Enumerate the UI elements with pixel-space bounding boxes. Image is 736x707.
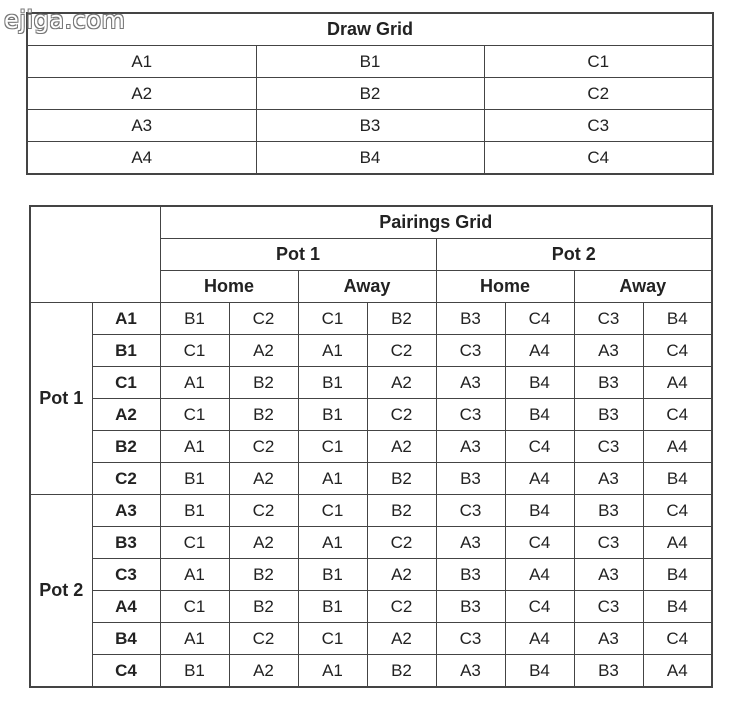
pot2-header: Pot 2 — [436, 239, 712, 271]
pairing-cell: B3 — [436, 463, 505, 495]
pairing-cell: B3 — [574, 655, 643, 688]
pairing-cell: B3 — [436, 303, 505, 335]
pairing-cell: C4 — [505, 591, 574, 623]
row-team-label: C2 — [92, 463, 160, 495]
pairing-cell: C3 — [574, 591, 643, 623]
pairing-cell: B1 — [160, 463, 229, 495]
row-team-label: A3 — [92, 495, 160, 527]
pairing-cell: B2 — [367, 463, 436, 495]
pairing-cell: A4 — [643, 367, 712, 399]
pairing-cell: C2 — [367, 335, 436, 367]
pairing-cell: B2 — [367, 655, 436, 688]
draw-grid-cell: A2 — [27, 78, 256, 110]
pairing-cell: A3 — [574, 463, 643, 495]
corner-cell — [30, 206, 160, 303]
pairing-cell: A2 — [229, 463, 298, 495]
pairing-cell: A1 — [298, 655, 367, 688]
pairing-cell: B4 — [505, 655, 574, 688]
pairing-cell: C4 — [643, 335, 712, 367]
pairing-cell: C3 — [436, 495, 505, 527]
pairing-cell: C4 — [505, 431, 574, 463]
draw-grid-cell: C2 — [484, 78, 713, 110]
pairing-cell: C4 — [643, 623, 712, 655]
pairing-cell: C2 — [367, 527, 436, 559]
pairing-cell: B2 — [229, 591, 298, 623]
pairing-cell: A2 — [229, 655, 298, 688]
pairing-cell: B2 — [229, 367, 298, 399]
pairing-cell: A3 — [436, 655, 505, 688]
pairing-cell: C3 — [436, 399, 505, 431]
pairing-cell: A3 — [574, 623, 643, 655]
row-team-label: B4 — [92, 623, 160, 655]
pairing-cell: B2 — [229, 559, 298, 591]
pairing-cell: A3 — [436, 431, 505, 463]
pairing-cell: A4 — [505, 559, 574, 591]
pairing-cell: C4 — [505, 527, 574, 559]
pairings-row — [30, 527, 712, 559]
pairing-cell: A4 — [643, 527, 712, 559]
pairing-cell: A2 — [367, 623, 436, 655]
draw-grid-cell: C1 — [484, 46, 713, 78]
pairing-cell: C1 — [160, 591, 229, 623]
pairing-cell: B2 — [367, 303, 436, 335]
pairings-row — [30, 463, 712, 495]
draw-grid-title: Draw Grid — [27, 13, 713, 46]
pairing-cell: C1 — [298, 303, 367, 335]
pairing-cell: C2 — [367, 591, 436, 623]
pot1-away-header: Away — [298, 271, 436, 303]
pairing-cell: C3 — [574, 303, 643, 335]
pairing-cell: B4 — [643, 303, 712, 335]
pairing-cell: A2 — [229, 335, 298, 367]
pairings-row — [30, 335, 712, 367]
pairing-cell: B1 — [298, 367, 367, 399]
pairing-cell: B2 — [367, 495, 436, 527]
pairing-cell: C1 — [298, 623, 367, 655]
pairing-cell: A2 — [367, 559, 436, 591]
draw-grid-cell: A4 — [27, 142, 256, 175]
pairing-cell: A3 — [574, 335, 643, 367]
pairings-row — [30, 591, 712, 623]
row-pot-label: Pot 1 — [30, 303, 92, 495]
draw-grid-row — [27, 110, 713, 142]
pot1-home-header: Home — [160, 271, 298, 303]
pairings-row — [30, 559, 712, 591]
pairing-cell: A2 — [229, 527, 298, 559]
pairing-cell: A4 — [643, 655, 712, 688]
pairing-cell: B3 — [574, 495, 643, 527]
pairing-cell: C4 — [643, 399, 712, 431]
draw-grid-row — [27, 142, 713, 175]
pot2-away-header: Away — [574, 271, 712, 303]
draw-grid-cell: B4 — [256, 142, 484, 175]
row-team-label: C3 — [92, 559, 160, 591]
pairing-cell: C2 — [229, 303, 298, 335]
pairing-cell: A1 — [160, 559, 229, 591]
pairing-cell: C1 — [298, 431, 367, 463]
pairing-cell: B4 — [505, 367, 574, 399]
pairing-cell: C2 — [367, 399, 436, 431]
draw-grid-cell: C4 — [484, 142, 713, 175]
pairing-cell: C3 — [574, 431, 643, 463]
pairing-cell: A1 — [160, 623, 229, 655]
pairing-cell: A4 — [505, 623, 574, 655]
pairings-row — [30, 655, 712, 688]
draw-grid-row — [27, 78, 713, 110]
pairing-cell: A2 — [367, 367, 436, 399]
pairing-cell: C2 — [229, 623, 298, 655]
row-team-label: B2 — [92, 431, 160, 463]
pairings-row — [30, 303, 712, 335]
pairing-cell: B1 — [298, 399, 367, 431]
pairing-cell: A2 — [367, 431, 436, 463]
pairings-row — [30, 367, 712, 399]
pairings-grid-title: Pairings Grid — [160, 206, 712, 239]
draw-grid-row — [27, 46, 713, 78]
row-team-label: B1 — [92, 335, 160, 367]
pairings-row — [30, 623, 712, 655]
pairing-cell: C1 — [160, 335, 229, 367]
pairing-cell: C3 — [436, 623, 505, 655]
pairing-cell: C4 — [505, 303, 574, 335]
pairing-cell: A3 — [436, 367, 505, 399]
pot1-header: Pot 1 — [160, 239, 436, 271]
row-pot-label: Pot 2 — [30, 495, 92, 688]
pairing-cell: B4 — [643, 463, 712, 495]
pairing-cell: A3 — [436, 527, 505, 559]
pairing-cell: C2 — [229, 431, 298, 463]
draw-grid-cell: B3 — [256, 110, 484, 142]
pairing-cell: C3 — [436, 335, 505, 367]
pairing-cell: B3 — [574, 367, 643, 399]
pairing-cell: A1 — [298, 335, 367, 367]
pairing-cell: B3 — [436, 591, 505, 623]
draw-grid-cell: A1 — [27, 46, 256, 78]
pairing-cell: A1 — [160, 431, 229, 463]
pairings-grid-table — [29, 205, 713, 688]
draw-grid-cell: C3 — [484, 110, 713, 142]
pairing-cell: A1 — [298, 527, 367, 559]
row-team-label: A1 — [92, 303, 160, 335]
row-team-label: C4 — [92, 655, 160, 688]
pairing-cell: B1 — [160, 655, 229, 688]
pairing-cell: C4 — [643, 495, 712, 527]
pairing-cell: B4 — [505, 399, 574, 431]
draw-grid-body — [27, 46, 713, 175]
pairing-cell: B2 — [229, 399, 298, 431]
pairing-cell: C2 — [229, 495, 298, 527]
pairing-cell: B1 — [298, 559, 367, 591]
pairing-cell: B4 — [643, 559, 712, 591]
draw-grid-cell: B2 — [256, 78, 484, 110]
pot2-home-header: Home — [436, 271, 574, 303]
row-team-label: B3 — [92, 527, 160, 559]
pairing-cell: B1 — [160, 303, 229, 335]
draw-grid-table — [26, 12, 714, 175]
draw-grid-cell: A3 — [27, 110, 256, 142]
row-team-label: A2 — [92, 399, 160, 431]
pairing-cell: B4 — [505, 495, 574, 527]
pairing-cell: A3 — [574, 559, 643, 591]
row-team-label: C1 — [92, 367, 160, 399]
pairings-grid-body — [30, 303, 712, 688]
pairing-cell: A1 — [298, 463, 367, 495]
pairing-cell: B1 — [298, 591, 367, 623]
draw-grid-cell: B1 — [256, 46, 484, 78]
pairing-cell: A4 — [505, 463, 574, 495]
pairing-cell: C3 — [574, 527, 643, 559]
pairing-cell: B3 — [436, 559, 505, 591]
row-team-label: A4 — [92, 591, 160, 623]
pairing-cell: A4 — [505, 335, 574, 367]
pairing-cell: C1 — [298, 495, 367, 527]
pairing-cell: B4 — [643, 591, 712, 623]
watermark: ejiga.com — [4, 6, 126, 34]
pairing-cell: A1 — [160, 367, 229, 399]
pairing-cell: B1 — [160, 495, 229, 527]
pairing-cell: C1 — [160, 527, 229, 559]
pairings-row — [30, 431, 712, 463]
pairing-cell: C1 — [160, 399, 229, 431]
pairing-cell: B3 — [574, 399, 643, 431]
pairing-cell: A4 — [643, 431, 712, 463]
pairings-row — [30, 495, 712, 527]
pairings-row — [30, 399, 712, 431]
